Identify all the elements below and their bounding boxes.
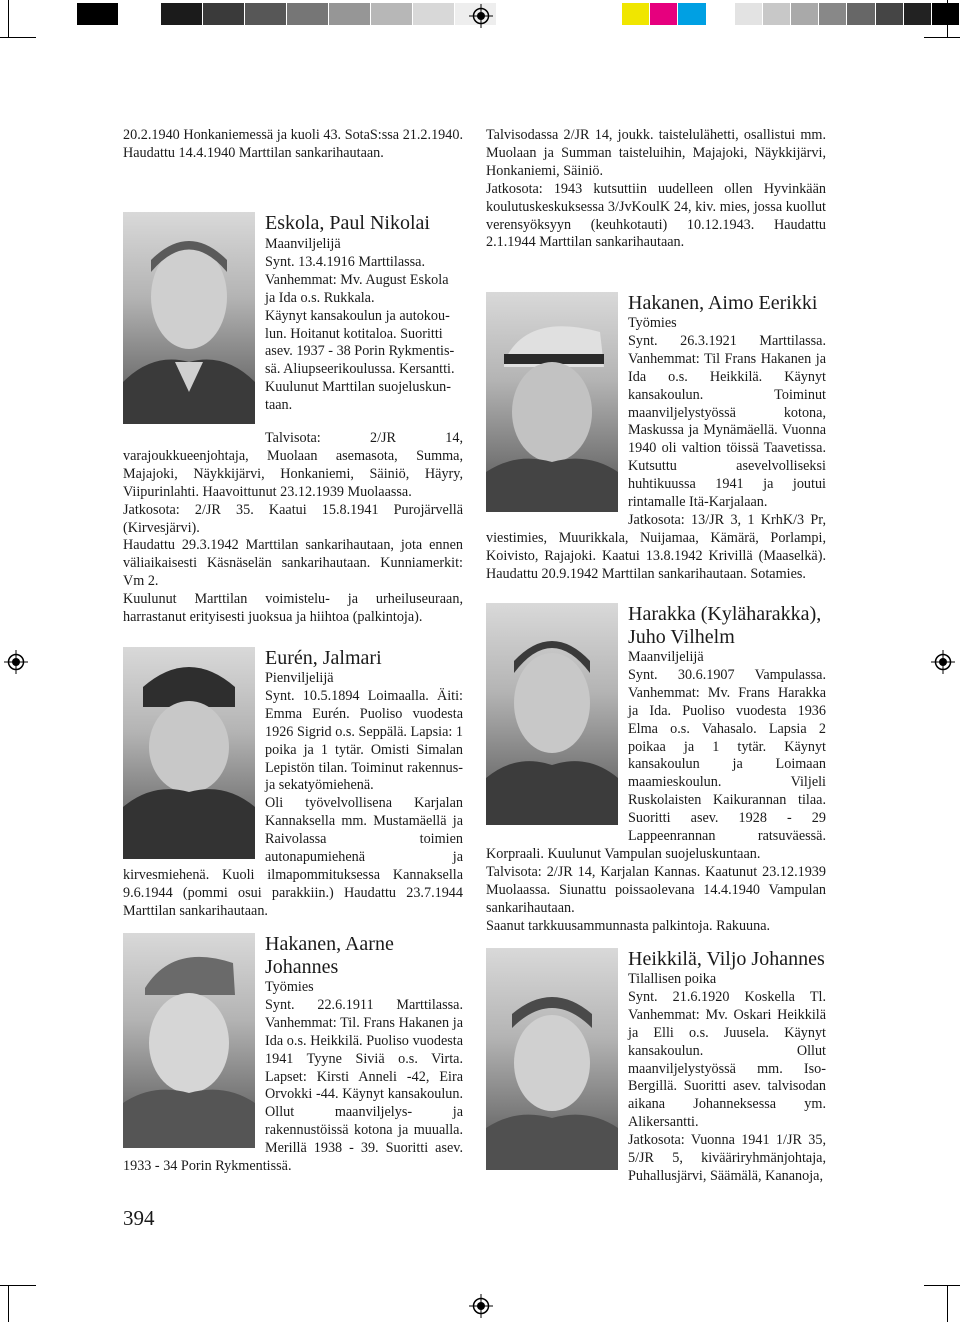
entry-euren — [123, 647, 463, 921]
color-swatch — [622, 3, 650, 25]
entry-line: Käynyt kansakoulun ja autokou- — [265, 307, 450, 324]
color-swatch — [904, 3, 932, 25]
entry-occupation: Työmies — [265, 979, 314, 995]
portrait-photo-aimo — [486, 292, 618, 512]
entry-text: Jatkosota: Vuonna 1941 1/JR 35, 5/JR 5, kivääriryhmänjohtaja, Puhallusjärvi, Säämälä, Kananoja, — [628, 1132, 826, 1184]
color-swatch — [707, 3, 735, 25]
entry-name: Harakka (Kyläharakka), Juho Vilhelm — [628, 603, 822, 648]
intro-paragraph: 20.2.1940 Honkaniemessä ja kuoli 43. SotaS:ssa 21.2.1940. Haudattu 14.4.1940 Marttilan sankarihautaan. — [123, 127, 463, 161]
entry-text: Synt. 21.6.1920 Koskella Tl. Vanhemmat: Mv. Oskari Heikkilä ja Elli o.s. Juusela. Käynyt kansakoulun. Ollut maanviljelystyössä mm. Iso-Bergillä. Suoritti asev. talvisodan aikana Johanneksessa ym. Alikersantti. — [628, 988, 826, 1131]
entry-paragraph: Talvisodassa 2/JR 14, joukk. taistelulähetti, osallistui mm. Muolaan ja Summan taisteluihin, Majajoki, Näykkijärvi, Honkaniemi, Säiniö. — [486, 127, 826, 179]
color-swatch — [413, 3, 455, 25]
registration-mark-icon — [469, 4, 493, 28]
crop-mark — [8, 0, 9, 38]
registration-mark-icon — [4, 650, 28, 674]
color-swatch — [245, 3, 287, 25]
crop-mark — [0, 37, 36, 38]
entry-paragraph: Jatkosota: 1943 kutsuttiin uudelleen ollen Hyvinkään koulutuskeskuksessa 3/JvKoulK 24, kiv. mies, jossa kuollut verensyöksyyn (keuhkotauti) 10.12.1943. Haudattu 2.1.1944 Marttilan sankarihautaan. — [486, 180, 826, 251]
page-number: 394 — [123, 1206, 155, 1230]
entry-name: Hakanen, Aarne Johannes — [265, 933, 394, 978]
entry-paragraph: Saanut tarkkuusammunnasta palkintoja. Rakuuna. — [486, 917, 771, 934]
entry-text: Oli työvelvollisena Karjalan Kannaksella mm. Mustamäellä ja Raivolassa toimien autonapumiehenä ja kirvesmiehenä. Kuoli ilmapommituksessa Kannaksella 9.6.1944 (pommi osui parakkiin.) Haudattu 23.7.1944 Marttilan sankarihautaan. — [123, 795, 463, 919]
color-swatch — [876, 3, 904, 25]
entry-heikkila — [486, 948, 826, 1186]
registration-mark-icon — [469, 1294, 493, 1318]
color-swatch — [735, 3, 763, 25]
color-calibration-bar-right — [622, 3, 960, 25]
entry-eskola — [265, 212, 465, 415]
color-swatch — [371, 3, 413, 25]
crop-mark — [8, 1285, 9, 1322]
entry-harakka — [486, 603, 826, 936]
color-swatch — [932, 3, 960, 25]
entry-text: Synt. 22.6.1911 Marttilassa. Vanhemmat: Til. Frans Hakanen ja Ida o.s. Heikkilä. Puoliso vuodesta 1941 Tyyne Siviä o.s. Virta. Lapset: Kirsti Anneli -42, Eira Orvokki -44. Käynyt kansakoulun. Ollut maanviljelys- ja rakennustöissä kotona ja muualla. Merillä 1938 - 39. Suoritti asev. 1933 - 34 Porin Rykmentissä. — [123, 996, 463, 1175]
entry-text: Synt. 26.3.1921 Marttilassa. Vanhemmat: Til Frans Hakanen ja Ida o.s. Heikkilä. Käynyt kansakoulun. Toiminut maanviljelystyössä kotona, Maskussa ja Mynämäellä. Vuonna 1940 oli valtion töissä Taavetissa. Kutsuttu asevelvolliseksi huhtikuussa 1941 ja joutui rintamalle Itä-Karjalaan. — [628, 332, 826, 511]
entry-paragraph: Talvisota: 2/JR 14, Karjalan Kannas. Kaatunut 23.12.1939 Muolaassa. Siunattu poissaolevana 14.4.1940 Vampulan sankarihautaan. — [486, 863, 826, 916]
entry-text: Synt. 10.5.1894 Loimaalla. Äiti: Emma Eurén. Puoliso vuodesta 1926 Sigrid o.s. Seppälä. Lapsia: 1 poika ja 1 tytär. Omisti Simalan Lepistön tilan. Toiminut rakennus- ja sekatyömiehenä. — [265, 687, 463, 794]
color-swatch — [650, 3, 678, 25]
entry-line: taan. — [265, 397, 293, 414]
crop-mark — [947, 0, 948, 38]
entry-paragraph: Jatkosota: 2/JR 35. Kaatui 15.8.1941 Purojärvellä (Kirvesjärvi). — [123, 501, 463, 536]
color-swatch — [678, 3, 706, 25]
entry-occupation: Pienviljelijä — [265, 670, 334, 686]
entry-aarne — [123, 933, 463, 1176]
entry-line: Kuulunut Marttilan suojeluskun- — [265, 379, 451, 396]
entry-paragraph: Kuulunut Marttilan voimistelu- ja urheiluseuraan, harrastanut erityisesti juoksua ja hiihtoa (palkintoja). — [123, 591, 463, 626]
color-swatch — [203, 3, 245, 25]
entry-name: Heikkilä, Viljo Johannes — [628, 948, 825, 970]
entry-name: Eurén, Jalmari — [265, 647, 382, 669]
color-swatch — [847, 3, 875, 25]
entry-text: Synt. 30.6.1907 Vampulassa. Vanhemmat: Mv. Frans Harakka ja Ida. Puoliso vuodesta 1936 Elma o.s. Vahasalo. Lapsia 2 poikaa ja 1 tytär. Käynyt kansakoulun ja Loimaan maamieskoulun. Viljeli Ruskolaisten Kaikurannan tilaa. Suoritti asev. 1928 - 29 Lappeenrannan ratsuväessä. Korpraali. Kuulunut Vampulan suojeluskuntaan. — [486, 666, 826, 862]
entry-line: Vanhemmat: Mv. August Eskola — [265, 271, 449, 288]
entry-paragraph: Talvisota: 2/JR 14, varajoukkueenjohtaja, Muolaan asemasota, Summa, Majajoki, Näykkijärvi, Honkaniemi, Säiniö, Häyry, Viipurinlahti. Haavoittunut 23.12.1939 Muolaassa. — [123, 430, 463, 500]
entry-occupation: Tilallisen poika — [628, 971, 717, 987]
color-swatch — [77, 3, 119, 25]
entry-name: Eskola, Paul Nikolai — [265, 212, 430, 234]
entry-occupation: Maanviljelijä — [265, 236, 341, 252]
continued-text — [486, 127, 826, 252]
portrait-photo-harakka — [486, 603, 618, 825]
entry-name: Hakanen, Aimo Eerikki — [628, 292, 818, 314]
crop-mark — [0, 1285, 36, 1286]
crop-mark — [947, 1285, 948, 1322]
portrait-photo-aarne — [123, 933, 255, 1148]
entry-line: sä. Aliupseerikoulussa. Kersantti. — [265, 361, 455, 378]
color-swatch — [119, 3, 161, 25]
portrait-photo-eskola — [123, 212, 255, 424]
entry-line: lun. Hoitanut kotitaloa. Suoritti — [265, 325, 443, 342]
color-swatch — [819, 3, 847, 25]
color-calibration-bar-left — [77, 3, 497, 25]
entry-line: ja Ida o.s. Rukkala. — [265, 289, 375, 306]
entry-text: Jatkosota: 13/JR 3, 1 KrhK/3 Pr, viestimies, Muurikkala, Nuijamaa, Kämärä, Porlampi, Koivisto, Rajajoki. Kaatui 13.8.1942 Krivillä (Maaselkä). Haudattu 20.9.1942 Marttilan sankarihautaan. Sotamies. — [486, 511, 826, 582]
entry-aimo — [486, 292, 826, 584]
color-swatch — [791, 3, 819, 25]
color-swatch — [287, 3, 329, 25]
entry-line: Synt. 13.4.1916 Marttilassa. — [265, 253, 425, 270]
crop-mark — [924, 1285, 960, 1286]
entry-occupation: Työmies — [628, 315, 677, 331]
portrait-photo-euren — [123, 647, 255, 859]
entry-line: asev. 1937 - 38 Porin Rykmentis- — [265, 343, 455, 360]
color-swatch — [763, 3, 791, 25]
entry-eskola-cont — [123, 430, 463, 627]
color-swatch — [161, 3, 203, 25]
entry-paragraph: Haudattu 29.3.1942 Marttilan sankarihautaan, jota ennen väliaikaisesti Käsnäselän sankarihautaan. Kunniamerkit: Vm 2. — [123, 537, 463, 590]
entry-occupation: Maanviljelijä — [628, 649, 704, 665]
crop-mark — [924, 37, 960, 38]
color-swatch — [329, 3, 371, 25]
portrait-photo-heikkila — [486, 948, 618, 1170]
registration-mark-icon — [931, 650, 955, 674]
